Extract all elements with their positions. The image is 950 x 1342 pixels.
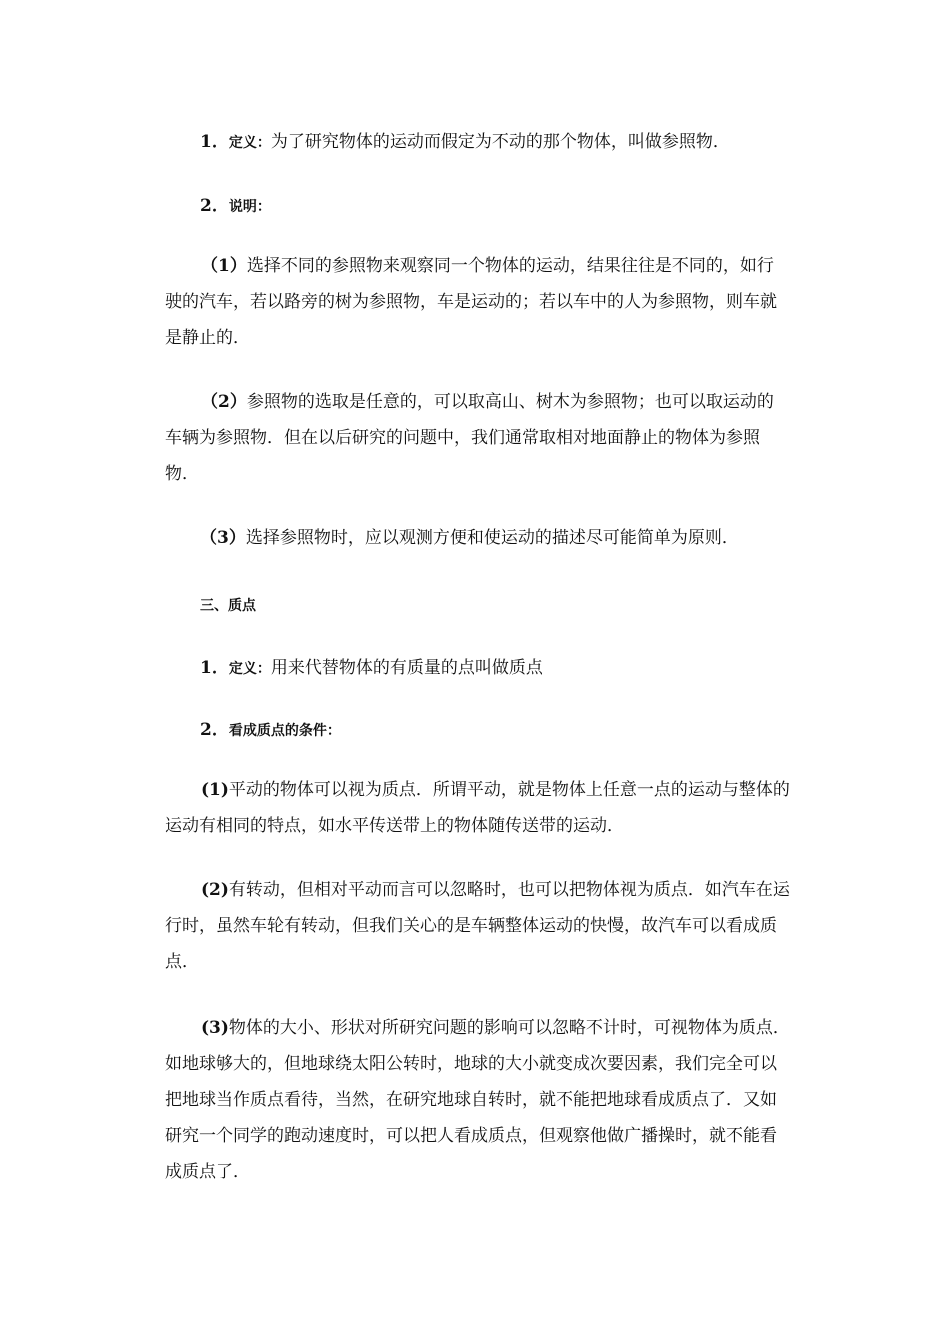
particle-condition-2-number: (2) [201, 880, 229, 900]
particle-conditions-number: 2． [200, 720, 229, 740]
particle-conditions-label: 看成质点的条件： [228, 723, 341, 739]
reference-note-1-text: 选择不同的参照物来观察同一个物体的运动，结果往往是不同的，如行驶的汽车，若以路旁的树为参照物，车是运动的；若以车中的人为参照物，则车就是静止的． [165, 256, 777, 348]
particle-condition-3-text: 物体的大小、形状对所研究问题的影响可以忽略不计时，可视物体为质点．如地球够大的，但地球绕太阳公转时，地球的大小就变成次要因素，我们完全可以把地球当作质点看待，当然，在研究地球自转时，就不能把地球看成质点了．又如研究一个同学的跑动速度时，可以把人看成质点，但观察他做广播操时，就不能看成质点了． [165, 1018, 790, 1182]
reference-definition-label: 定义： [228, 135, 271, 151]
reference-note-2-text: 参照物的选取是任意的，可以取高山、树木为参照物；也可以取运动的车辆为参照物．但在以后研究的问题中，我们通常取相对地面静止的物体为参照物． [165, 392, 774, 484]
reference-note-2 [165, 384, 790, 492]
particle-condition-1 [165, 772, 790, 844]
particle-condition-1-text: 平动的物体可以视为质点．所谓平动，就是物体上任意一点的运动与整体的运动有相同的特点，如水平传送带上的物体随传送带的运动． [165, 780, 790, 836]
particle-definition [200, 650, 825, 687]
reference-note-3-number: （3） [200, 528, 246, 548]
particle-condition-3-number: (3) [201, 1018, 229, 1038]
reference-definition [200, 124, 825, 161]
particle-condition-2 [165, 872, 790, 980]
reference-notes-heading [200, 188, 825, 225]
reference-definition-number: 1． [200, 132, 229, 152]
particle-definition-text: 用来代替物体的有质量的点叫做质点 [270, 658, 543, 678]
particle-condition-3 [165, 1010, 790, 1190]
particle-definition-label: 定义： [228, 661, 271, 677]
reference-note-1 [165, 248, 790, 356]
section-heading-particle: 三、质点 [200, 598, 256, 614]
reference-note-3 [200, 520, 825, 556]
reference-note-3-text: 选择参照物时，应以观测方便和使运动的描述尽可能简单为原则． [245, 528, 739, 548]
particle-condition-2-text: 有转动，但相对平动而言可以忽略时，也可以把物体视为质点．如汽车在运行时，虽然车轮有转动，但我们关心的是车辆整体运动的快慢，故汽车可以看成质点． [165, 880, 790, 972]
particle-conditions-heading [200, 712, 825, 749]
reference-note-1-number: （1） [201, 256, 247, 276]
reference-definition-text: 为了研究物体的运动而假定为不动的那个物体，叫做参照物． [270, 132, 730, 152]
reference-notes-number: 2． [200, 196, 229, 216]
particle-condition-1-number: (1) [201, 780, 229, 800]
reference-note-2-number: （2） [201, 392, 247, 412]
particle-definition-number: 1． [200, 658, 229, 678]
reference-notes-label: 说明： [228, 199, 271, 215]
